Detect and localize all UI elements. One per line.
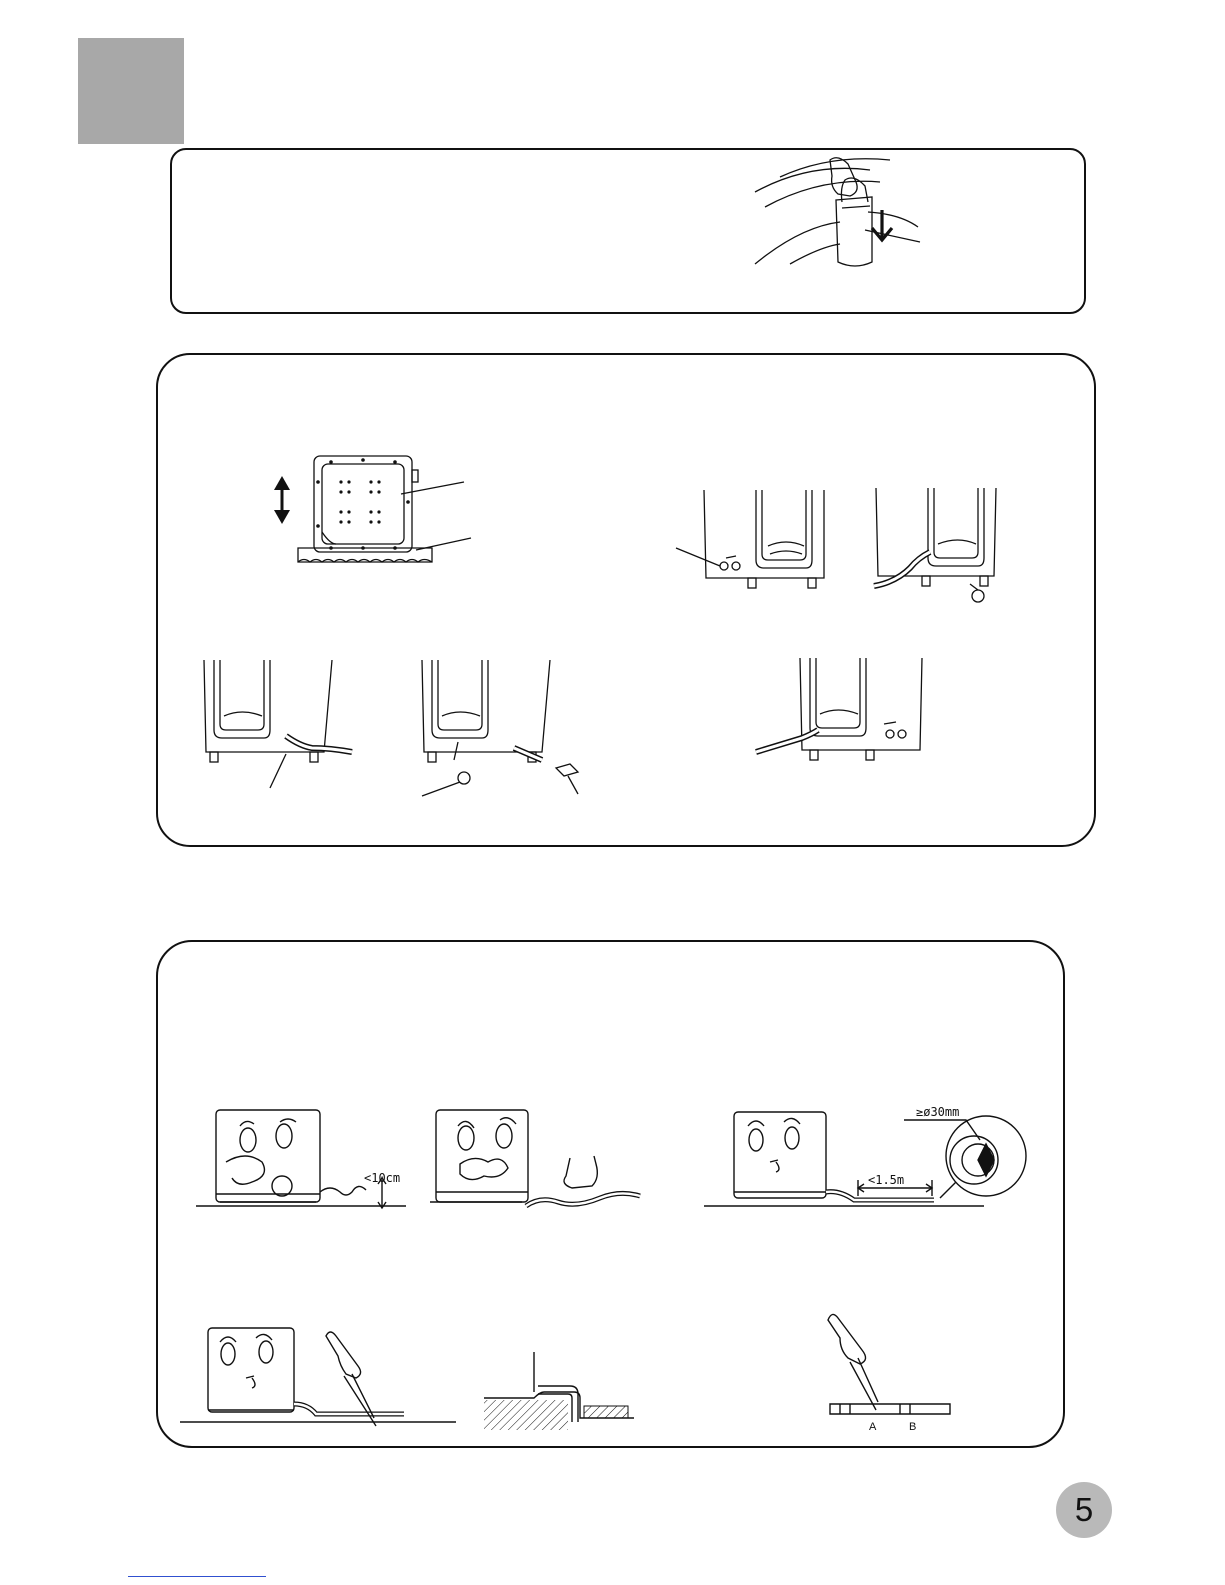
section-marker-tab — [78, 38, 184, 144]
figure-hand-pulling-packing — [750, 152, 930, 274]
page-number: 5 — [1074, 1491, 1094, 1528]
figure-machine-back-step-4 — [418, 660, 598, 800]
label-cut-point-a: A — [869, 1421, 877, 1433]
figure-hose-length-diameter — [704, 1100, 1034, 1216]
figure-machine-back-step-5 — [752, 658, 932, 768]
label-max-length: <1.5m — [868, 1173, 905, 1187]
figure-machine-back-step-1 — [676, 490, 836, 600]
page-number-badge — [1056, 1482, 1112, 1538]
figure-do-not-step-on-hose — [430, 1106, 656, 1228]
figure-cut-hose-end — [180, 1322, 460, 1432]
panel-remove-packing — [170, 148, 1086, 314]
up-down-arrow-icon — [272, 476, 292, 524]
figure-hose-cut-points — [820, 1306, 960, 1436]
label-cut-point-b: B — [909, 1421, 917, 1433]
figure-hose-height-limit — [196, 1106, 412, 1218]
label-min-diameter: ≥ø30mm — [916, 1105, 960, 1119]
figure-hose-routing-step — [484, 1352, 634, 1432]
label-distance-limit: <10cm — [364, 1171, 401, 1185]
figure-machine-back-step-3 — [200, 660, 360, 788]
footer-link-underline — [128, 1576, 266, 1577]
figure-machine-back-step-2 — [866, 488, 1026, 612]
figure-machine-bottom-view — [296, 452, 476, 566]
